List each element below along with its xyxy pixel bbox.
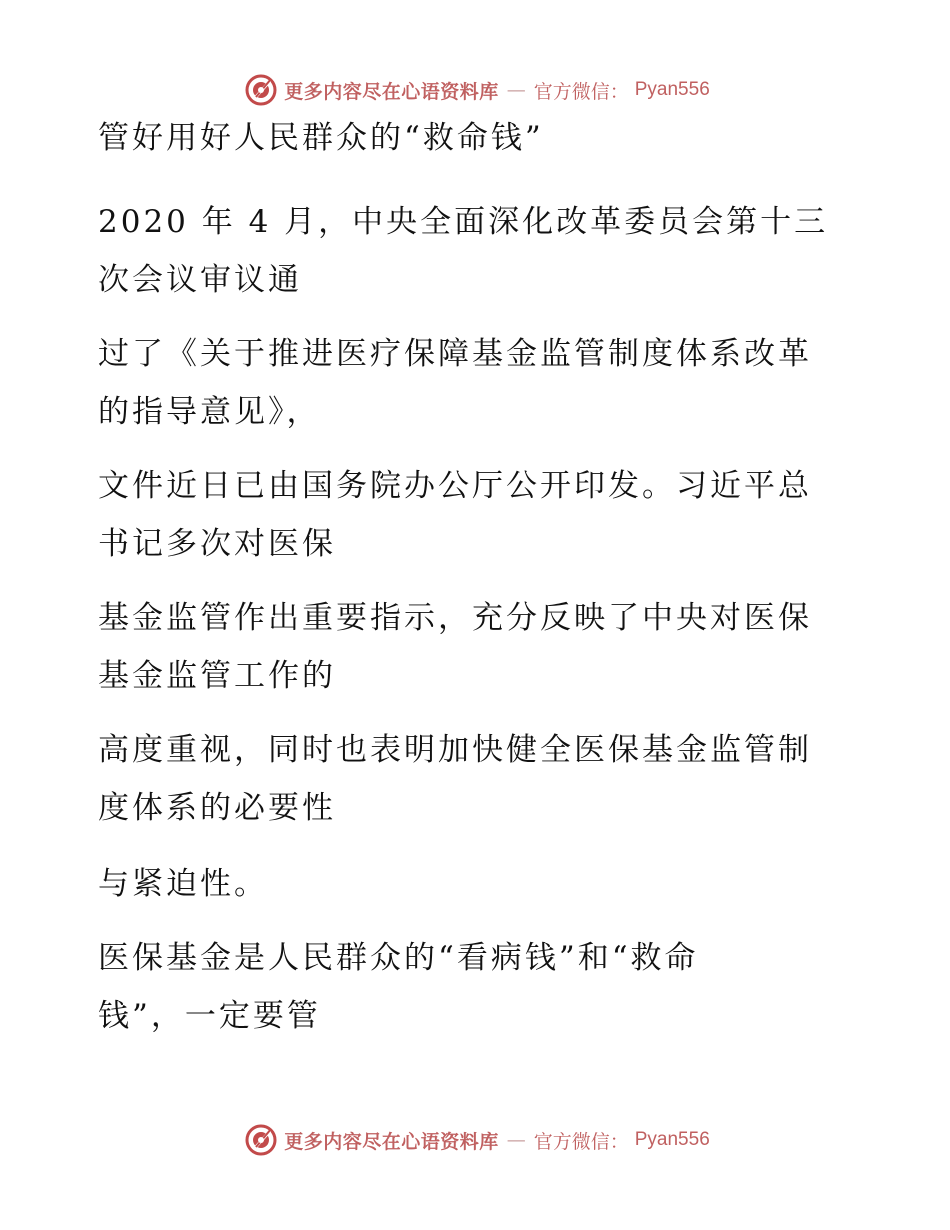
document-line: 基金监管作出重要指示，充分反映了中央对医保 bbox=[98, 600, 812, 636]
document-line: 2020 年 4 月，中央全面深化改革委员会第十三 bbox=[98, 204, 829, 240]
document-line: 书记多次对医保 bbox=[98, 526, 336, 562]
document-line: 的指导意见》， bbox=[98, 394, 321, 430]
document-line: 钱”，一定要管 bbox=[98, 998, 321, 1034]
footer-banner bbox=[0, 1120, 950, 1160]
document-line: 过了《关于推进医疗保障基金监管制度体系改革 bbox=[98, 336, 812, 372]
document-line: 度体系的必要性 bbox=[98, 790, 336, 826]
document-line: 次会议审议通 bbox=[98, 262, 302, 298]
header-brand-text: 更多内容尽在心语资料库 bbox=[284, 80, 499, 103]
header-banner bbox=[0, 70, 950, 110]
footer-wechat-id: Pyan556 bbox=[634, 1129, 710, 1150]
document-line: 与紧迫性。 bbox=[98, 866, 268, 902]
footer-wechat-label: 官方微信： bbox=[533, 1130, 629, 1153]
document-line: 管好用好人民群众的“救命钱” bbox=[98, 120, 544, 156]
header-wechat-label: 官方微信： bbox=[533, 80, 629, 103]
footer-brand-text: 更多内容尽在心语资料库 bbox=[284, 1130, 499, 1153]
footer-banner-content bbox=[244, 1123, 710, 1157]
document-line: 基金监管工作的 bbox=[98, 658, 336, 694]
document-line: 高度重视，同时也表明加快健全医保基金监管制 bbox=[98, 732, 812, 768]
header-banner-content bbox=[244, 73, 710, 107]
brand-logo-icon bbox=[244, 1123, 278, 1157]
document-line: 文件近日已由国务院办公厅公开印发。习近平总 bbox=[98, 468, 812, 504]
document-line: 医保基金是人民群众的“看病钱”和“救命 bbox=[98, 940, 699, 976]
header-wechat-id: Pyan556 bbox=[634, 79, 710, 100]
brand-logo-icon bbox=[244, 73, 278, 107]
footer-separator: — bbox=[506, 1129, 526, 1151]
header-separator: — bbox=[506, 79, 526, 101]
